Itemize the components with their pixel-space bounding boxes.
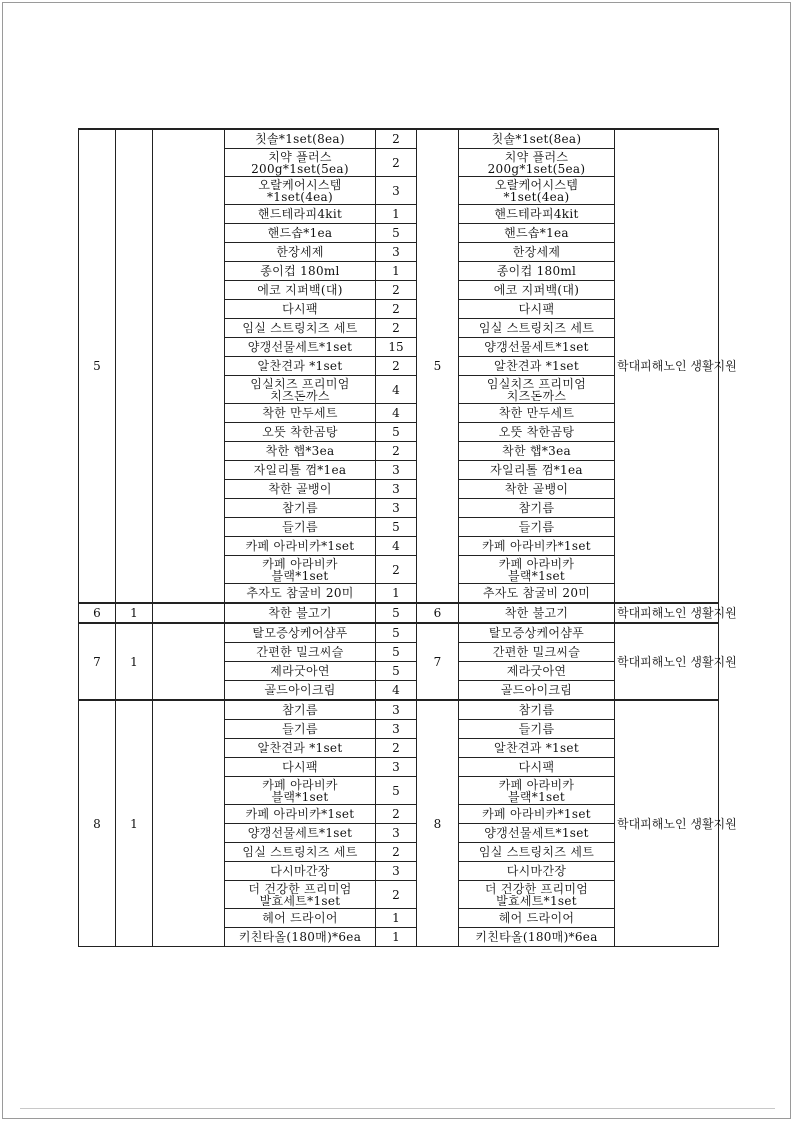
recipient-number-cell: 8 bbox=[417, 700, 459, 947]
spacer-cell bbox=[153, 623, 225, 700]
recipient-item-name-cell: 핸드솝*1ea bbox=[459, 224, 615, 243]
spacer-cell bbox=[153, 603, 225, 623]
recipient-number-cell: 7 bbox=[417, 623, 459, 700]
item-qty-cell: 5 bbox=[376, 643, 417, 662]
item-qty-cell: 1 bbox=[376, 205, 417, 224]
recipient-item-name-cell: 카페 아라비카*1set bbox=[459, 805, 615, 824]
spacer-cell bbox=[153, 700, 225, 947]
item-qty-cell: 3 bbox=[376, 862, 417, 881]
item-name-cell: 착한 햅*3ea bbox=[225, 442, 376, 461]
item-qty-cell: 4 bbox=[376, 681, 417, 701]
group-5 bbox=[79, 129, 737, 603]
item-name-cell: 간편한 밀크씨슬 bbox=[225, 643, 376, 662]
item-qty-cell: 2 bbox=[376, 739, 417, 758]
item-qty-cell: 2 bbox=[376, 805, 417, 824]
item-qty-cell: 3 bbox=[376, 824, 417, 843]
item-qty-cell: 5 bbox=[376, 518, 417, 537]
table-row bbox=[79, 129, 719, 149]
item-name-cell: 다시팩 bbox=[225, 300, 376, 319]
item-name-cell: 참기름 bbox=[225, 700, 376, 720]
recipient-item-name-cell: 에코 지퍼백(대) bbox=[459, 281, 615, 300]
item-qty-cell: 2 bbox=[376, 129, 417, 149]
item-qty-cell: 4 bbox=[376, 404, 417, 423]
spacer-cell bbox=[153, 129, 225, 603]
item-name-cell: 들기름 bbox=[225, 518, 376, 537]
recipient-item-name-cell: 알찬견과 *1set bbox=[459, 739, 615, 758]
group-number-cell: 6 bbox=[79, 603, 116, 623]
item-qty-cell: 2 bbox=[376, 843, 417, 862]
item-name-cell: 에코 지퍼백(대) bbox=[225, 281, 376, 300]
recipient-item-name-cell: 오뚯 착한곰탕 bbox=[459, 423, 615, 442]
recipient-item-name-cell: 착한 햅*3ea bbox=[459, 442, 615, 461]
item-name-cell: 양갱선물세트*1set bbox=[225, 824, 376, 843]
item-qty-cell: 3 bbox=[376, 177, 417, 205]
group-number-cell: 7 bbox=[79, 623, 116, 700]
item-name-cell: 카페 아라비카 블랙*1set bbox=[225, 777, 376, 805]
item-name-cell: 착한 골뱅이 bbox=[225, 480, 376, 499]
item-name-cell: 제라굿아연 bbox=[225, 662, 376, 681]
item-name-cell: 알찬견과 *1set bbox=[225, 739, 376, 758]
recipient-item-name-cell: 더 건강한 프리미엄 발효세트*1set bbox=[459, 881, 615, 909]
item-qty-cell: 2 bbox=[376, 556, 417, 584]
item-name-cell: 양갱선물세트*1set bbox=[225, 338, 376, 357]
item-qty-cell: 15 bbox=[376, 338, 417, 357]
item-name-cell: 더 건강한 프리미엄 발효세트*1set bbox=[225, 881, 376, 909]
recipient-item-name-cell: 탈모증상케어샴푸 bbox=[459, 623, 615, 643]
group-7 bbox=[79, 623, 737, 700]
purpose-cell: 학대피해노인 생활지원 bbox=[615, 700, 719, 947]
item-name-cell: 추자도 참굴비 20미 bbox=[225, 584, 376, 604]
recipient-item-name-cell: 추자도 참굴비 20미 bbox=[459, 584, 615, 604]
item-name-cell: 다시팩 bbox=[225, 758, 376, 777]
item-name-cell: 임실치즈 프리미엄 치즈돈까스 bbox=[225, 376, 376, 404]
purpose-cell: 학대피해노인 생활지원 bbox=[615, 129, 719, 603]
item-qty-cell: 3 bbox=[376, 499, 417, 518]
bottom-rule bbox=[20, 1108, 775, 1109]
item-qty-cell: 2 bbox=[376, 149, 417, 177]
recipient-item-name-cell: 다시팩 bbox=[459, 758, 615, 777]
group-number-cell: 5 bbox=[79, 129, 116, 603]
recipient-item-name-cell: 치약 플러스 200g*1set(5ea) bbox=[459, 149, 615, 177]
recipient-item-name-cell: 임실 스트링치즈 세트 bbox=[459, 319, 615, 338]
recipient-item-name-cell: 오랄케어시스템 *1set(4ea) bbox=[459, 177, 615, 205]
item-qty-cell: 1 bbox=[376, 584, 417, 604]
item-qty-cell: 3 bbox=[376, 700, 417, 720]
group-count-cell bbox=[116, 129, 153, 603]
item-name-cell: 임실 스트링치즈 세트 bbox=[225, 319, 376, 338]
item-name-cell: 칫솔*1set(8ea) bbox=[225, 129, 376, 149]
group-number-cell: 8 bbox=[79, 700, 116, 947]
item-name-cell: 알찬견과 *1set bbox=[225, 357, 376, 376]
item-qty-cell: 2 bbox=[376, 319, 417, 338]
item-name-cell: 헤어 드라이어 bbox=[225, 909, 376, 928]
item-qty-cell: 3 bbox=[376, 243, 417, 262]
item-qty-cell: 2 bbox=[376, 881, 417, 909]
item-name-cell: 오뚯 착한곰탕 bbox=[225, 423, 376, 442]
recipient-item-name-cell: 들기름 bbox=[459, 720, 615, 739]
recipient-item-name-cell: 참기름 bbox=[459, 499, 615, 518]
recipient-item-name-cell: 들기름 bbox=[459, 518, 615, 537]
item-qty-cell: 5 bbox=[376, 623, 417, 643]
item-qty-cell: 1 bbox=[376, 909, 417, 928]
item-name-cell: 한장세제 bbox=[225, 243, 376, 262]
item-name-cell: 착한 불고기 bbox=[225, 603, 376, 623]
table-row bbox=[79, 623, 719, 643]
recipient-item-name-cell: 착한 골뱅이 bbox=[459, 480, 615, 499]
item-qty-cell: 2 bbox=[376, 281, 417, 300]
recipient-item-name-cell: 한장세제 bbox=[459, 243, 615, 262]
item-qty-cell: 5 bbox=[376, 777, 417, 805]
item-name-cell: 착한 만두세트 bbox=[225, 404, 376, 423]
recipient-item-name-cell: 키친타올(180매)*6ea bbox=[459, 928, 615, 947]
item-name-cell: 핸드테라피4kit bbox=[225, 205, 376, 224]
item-name-cell: 치약 플러스 200g*1set(5ea) bbox=[225, 149, 376, 177]
recipient-item-name-cell: 종이컵 180ml bbox=[459, 262, 615, 281]
purpose-cell: 학대피해노인 생활지원 bbox=[615, 603, 719, 623]
recipient-item-name-cell: 다시팩 bbox=[459, 300, 615, 319]
group-count-cell: 1 bbox=[116, 623, 153, 700]
item-qty-cell: 5 bbox=[376, 662, 417, 681]
recipient-item-name-cell: 착한 만두세트 bbox=[459, 404, 615, 423]
item-name-cell: 카페 아라비카 블랙*1set bbox=[225, 556, 376, 584]
table-row bbox=[79, 700, 719, 720]
recipient-number-cell: 5 bbox=[417, 129, 459, 603]
item-name-cell: 종이컵 180ml bbox=[225, 262, 376, 281]
item-qty-cell: 3 bbox=[376, 480, 417, 499]
item-name-cell: 다시마간장 bbox=[225, 862, 376, 881]
item-qty-cell: 3 bbox=[376, 758, 417, 777]
item-qty-cell: 5 bbox=[376, 423, 417, 442]
recipient-item-name-cell: 헤어 드라이어 bbox=[459, 909, 615, 928]
recipient-item-name-cell: 제라굿아연 bbox=[459, 662, 615, 681]
recipient-item-name-cell: 임실치즈 프리미엄 치즈돈까스 bbox=[459, 376, 615, 404]
recipient-item-name-cell: 임실 스트링치즈 세트 bbox=[459, 843, 615, 862]
recipient-item-name-cell: 핸드테라피4kit bbox=[459, 205, 615, 224]
item-qty-cell: 5 bbox=[376, 603, 417, 623]
item-qty-cell: 5 bbox=[376, 224, 417, 243]
purpose-cell: 학대피해노인 생활지원 bbox=[615, 623, 719, 700]
item-name-cell: 들기름 bbox=[225, 720, 376, 739]
item-name-cell: 참기름 bbox=[225, 499, 376, 518]
item-name-cell: 탈모증상케어샴푸 bbox=[225, 623, 376, 643]
recipient-item-name-cell: 양갱선물세트*1set bbox=[459, 824, 615, 843]
item-name-cell: 골드아이크림 bbox=[225, 681, 376, 701]
recipient-item-name-cell: 다시마간장 bbox=[459, 862, 615, 881]
item-qty-cell: 1 bbox=[376, 928, 417, 947]
recipient-number-cell: 6 bbox=[417, 603, 459, 623]
recipient-item-name-cell: 알찬견과 *1set bbox=[459, 357, 615, 376]
item-qty-cell: 3 bbox=[376, 720, 417, 739]
item-qty-cell: 2 bbox=[376, 442, 417, 461]
item-name-cell: 핸드솝*1ea bbox=[225, 224, 376, 243]
recipient-item-name-cell: 참기름 bbox=[459, 700, 615, 720]
item-qty-cell: 4 bbox=[376, 537, 417, 556]
recipient-item-name-cell: 간편한 밀크씨슬 bbox=[459, 643, 615, 662]
group-count-cell: 1 bbox=[116, 700, 153, 947]
item-qty-cell: 2 bbox=[376, 300, 417, 319]
item-name-cell: 카페 아라비카*1set bbox=[225, 537, 376, 556]
item-qty-cell: 4 bbox=[376, 376, 417, 404]
recipient-item-name-cell: 카페 아라비카 블랙*1set bbox=[459, 556, 615, 584]
group-count-cell: 1 bbox=[116, 603, 153, 623]
recipient-item-name-cell: 카페 아라비카 블랙*1set bbox=[459, 777, 615, 805]
item-qty-cell: 3 bbox=[376, 461, 417, 480]
item-name-cell: 키친타올(180매)*6ea bbox=[225, 928, 376, 947]
recipient-item-name-cell: 골드아이크림 bbox=[459, 681, 615, 701]
group-6 bbox=[79, 603, 737, 623]
recipient-item-name-cell: 자일리톨 껌*1ea bbox=[459, 461, 615, 480]
item-qty-cell: 2 bbox=[376, 357, 417, 376]
group-8 bbox=[79, 700, 737, 947]
item-name-cell: 오랄케어시스템 *1set(4ea) bbox=[225, 177, 376, 205]
recipient-item-name-cell: 착한 불고기 bbox=[459, 603, 615, 623]
recipient-item-name-cell: 칫솔*1set(8ea) bbox=[459, 129, 615, 149]
recipient-item-name-cell: 양갱선물세트*1set bbox=[459, 338, 615, 357]
item-qty-cell: 1 bbox=[376, 262, 417, 281]
item-name-cell: 임실 스트링치즈 세트 bbox=[225, 843, 376, 862]
item-name-cell: 자일리톨 껌*1ea bbox=[225, 461, 376, 480]
donation-distribution-table bbox=[78, 128, 737, 947]
recipient-item-name-cell: 카페 아라비카*1set bbox=[459, 537, 615, 556]
item-name-cell: 카페 아라비카*1set bbox=[225, 805, 376, 824]
table-row bbox=[79, 603, 719, 623]
